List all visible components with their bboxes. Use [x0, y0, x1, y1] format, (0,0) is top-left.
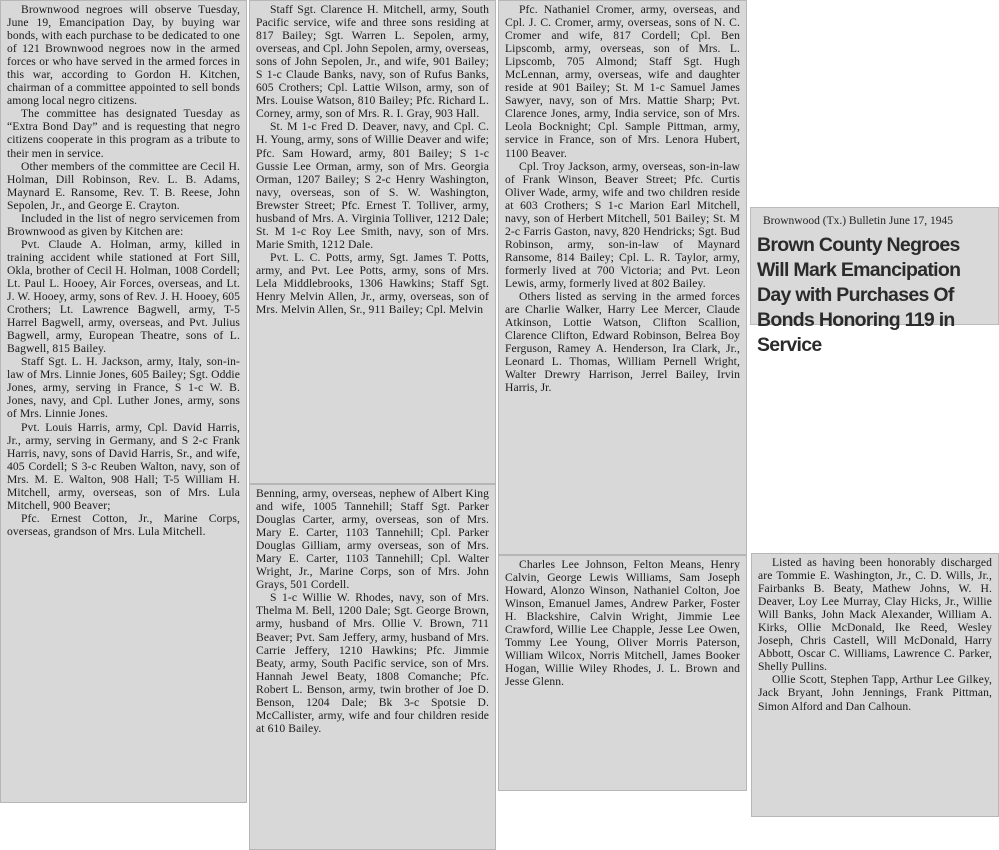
lead-paragraph: Brownwood negroes will observe Tuesday, June 19, Emancipation Day, by buying war bonds, with each purchase to be dedicated to one of 121 Brownwood negroes now in the armed forces or who have served in the armed forces in this war, according to Gordon H. Kitchen, chairman of a committee appointed to sell bonds among local negro citizens. — [7, 3, 240, 108]
article-column-4 — [498, 0, 747, 555]
headline: Brown County Negroes Will Mark Emancipation Day with Purchases Of Bonds Honoring 119 in Service — [757, 234, 961, 356]
article-column-2 — [249, 0, 496, 484]
paragraph-holman-hooey-bagwell: Pvt. Claude A. Holman, army, killed in training accident while stationed at Fort Sill, Okla, brother of Cecil H. Holman, 1008 Cordell; Lt. Paul L. Hooey, Air Forces, overseas, and Lt. J. W. Hooey, army, sons of Rev. J. H. Hooey, 605 Crothers; Lt. Lawrence Bagwell, army, T-5 Harrel Bagwell, army, overseas, and Pvt. Julius Bagwell, army, European Theatre, sons of L. Bagwell, 815 Bailey. — [7, 237, 241, 356]
article-column-3 — [249, 484, 496, 850]
article-column-1 — [0, 0, 247, 803]
headline-box — [750, 207, 999, 356]
paragraph-harris-walton-mitchell: Pvt. Louis Harris, army, Cpl. David Harris, Jr., army, serving in Germany, and S 2-c Frank Harris, navy, sons of David Harris, Sr., and wife, 405 Cordell; S 3-c Reuben Walton, navy, son of Mrs. M. E. Walton, 908 Hall; T-5 William H. Mitchell, army, overseas, son of Mrs. Lula Mitchell, 900 Beaver; — [7, 420, 240, 512]
paragraph-others-serving-continued: Charles Lee Johnson, Felton Means, Henry Calvin, George Lewis Williams, Sam Joseph Howard, Alonzo Winson, Nathaniel Colton, Joe Winson, Emanuel James, Andrew Parker, Foster H. Blackshire, Calvin Wright, Jimmie Lee Crawford, Willie Lee Chapple, Jesse Lee Owen, Tommy Lee Young, Oliver Morris Paterson, William Wilcox, Norris Mitchell, James Booker Hogan, Willie Wiley Rhodes, J. L. Brown and Jesse Glenn. — [505, 558, 740, 689]
paragraph-rhodes-brown: S 1-c Willie W. Rhodes, navy, son of Mrs. Thelma M. Bell, 1200 Dale; Sgt. George Brown, army, husband of Mrs. Ollie V. Brown, 711 Beaver; Pvt. Sam Jeffery, army, husband of Mrs. Carrie Jeffery, 1210 Hawkins; Pfc. Jimmie Beaty, army, South Pacific service, son of Mrs. Hannah Jewel Beaty, 1808 Comanche; Pfc. Robert L. Benson, army, twin brother of Joe D. Benson, 1204 Dale; Bk 3-c Spotsie D. McCallister, army, wife and four children reside at 610 Bailey. — [256, 591, 489, 735]
source-citation: Brownwood (Tx.) Bulletin June 17, 1945 — [763, 215, 954, 227]
paragraph-potts-allen: Pvt. L. C. Potts, army, Sgt. James T. Potts, army, and Pvt. Lee Potts, army, sons of Mrs. Lela Middlebrooks, 1306 Hawkins; Staff Sgt. Henry Melvin Allen, Jr., army, overseas, son of Mrs. Melvin Allen, Sr., 911 Bailey; Cpl. Melvin — [256, 250, 489, 317]
paragraph-cromer-lipscomb: Pfc. Nathaniel Cromer, army, overseas, and Cpl. J. C. Cromer, army, overseas, sons of N. C. Cromer and wife, 817 Cordell; Cpl. Ben Lipscomb, army, overseas, son of Mrs. L. Lipscomb, 705 Almond; Staff Sgt. Hugh McLennan, army, overseas, wife and daughter reside at 901 Bailey; St. M 1-c Samuel James Sawyer, navy, son of Mrs. Mattie Sharp; Pvt. Clarence Jones, army, India service, son of Mrs. Leola Bocknight; Cpl. Sample Pittman, army, service in France, son of Mrs. Lenora Hubert, 1100 Beaver. — [505, 3, 740, 160]
paragraph-jackson-jones: Staff Sgt. L. H. Jackson, army, Italy, son-in-law of Mrs. Linnie Jones, 605 Bailey; Sgt. Oddie Jones, army, serving in France, S 1-c W. B. Jones, navy, and Cpl. Luther Jones, army, sons of Mrs. Linnie Jones. — [7, 355, 240, 421]
article-column-6 — [751, 553, 999, 817]
paragraph-mitchell-sepolen: Staff Sgt. Clarence H. Mitchell, army, South Pacific service, wife and three sons residing at 817 Bailey; Sgt. Warren L. Sepolen, army, overseas, and Cpl. John Sepolen, army, overseas, sons of John Sepolen, Jr., and wife, 901 Bailey; S 1-c Claude Banks, navy, son of Rufus Banks, 605 Crothers; Cpl. Lattie Wilson, army, son of Mrs. Louise Watson, 810 Bailey; Pfc. Richard L. Corney, army, son of Mrs. R. I. Gray, 903 Hall. — [256, 3, 489, 121]
paragraph-committee-members: Other members of the committee are Cecil H. Holman, Dill Robinson, Rev. L. B. Adams, Maynard E. Ransome, Rev. T. B. Reese, John Sepolen, Jr., and George E. Crayton. — [7, 159, 240, 212]
paragraph-deaver-orman: St. M 1-c Fred D. Deaver, navy, and Cpl. C. H. Young, army, sons of Willie Deaver and wife; Pfc. Sam Howard, army, 801 Bailey; S 1-c Gussie Lee Orman, army, son of Mrs. Georgia Orman, 1207 Bailey; S 2-c Henry Washington, navy, overseas, son of S. W. Washington, Brewster Street; Pfc. Ernest T. Tolliver, army, husband of Mrs. A. Virginia Tolliver, 1212 Dale; St. M 1-c Roy Lee Smith, navy, son of Mrs. Marie Smith, 1212 Dale. — [256, 120, 489, 251]
paragraph-honorably-discharged: Listed as having been honorably discharged are Tommie E. Washington, Jr., C. D. Wills, Jr., Fairbanks B. Beaty, Mathew Johns, W. H. Deaver, Loy Lee Murray, Clay Hicks, Jr., Willie Will Banks, John Mack Alexander, William A. Kirks, Ollie McDonald, Ike Reed, Wesley Joseph, Chris Castell, Will McDonald, Harry Abbott, Oscar C. Williams, Lawrence C. Parker, Shelly Pullins. — [758, 556, 992, 674]
paragraph-others-serving: Others listed as serving in the armed forces are Charlie Walker, Harry Lee Mercer, Claude Atkinson, Lottie Watson, Clifton Scallion, Clarence Clifton, Edward Robinson, Belrea Boy Ferguson, Ramey A. Henderson, Ira Clark, Jr., Leonard L. Thomas, William Pernell Wright, Walter Drewry Harrison, Jerrel Bailey, Irvin Harris, Jr. — [505, 290, 740, 395]
paragraph-list-intro: Included in the list of negro servicemen from Brownwood as given by Kitchen are: — [7, 211, 240, 238]
paragraph-benning-carter: Benning, army, overseas, nephew of Albert King and wife, 1005 Tannehill; Staff Sgt. Parker Douglas Carter, army, overseas, son of Mrs. Mary E. Carter, 1103 Tannehill; Cpl. Parker Douglas Gilliam, army overseas, son of Mrs. Mary E. Carter, 1103 Tannehill; Cpl. Walter Wright, Jr., Marine Corps, son of Mrs. John Grays, 501 Cordell. — [256, 487, 489, 592]
paragraph-extra-bond-day: The committee has designated Tuesday as “Extra Bond Day” and is requesting that negro citizens cooperate in this program as a tribute to their men in service. — [7, 107, 240, 160]
article-column-5 — [498, 555, 747, 791]
paragraph-discharged-continued: Ollie Scott, Stephen Tapp, Arthur Lee Gilkey, Jack Bryant, John Jennings, Frank Pittman, Simon Alford and Dan Calhoun. — [758, 673, 992, 713]
paragraph-jackson-wade: Cpl. Troy Jackson, army, overseas, son-in-law of Frank Winson, Beaver Street; Pfc. Curtis Oliver Wade, army, wife and two children reside at 603 Crothers; S 1-c Marion Earl Mitchell, navy, son of Herbert Mitchell, 501 Bailey; St. M 2-c Farris Gaston, navy, 820 Hendricks; Sgt. Bud Robinson, army, son-in-law of Maynard Ransome, 814 Bailey; Cpl. L. R. Taylor, army, formerly lived at 700 Victoria; and Pvt. Leon Lewis, army, formerly lived at 802 Bailey. — [505, 159, 740, 290]
paragraph-cotton: Pfc. Ernest Cotton, Jr., Marine Corps, overseas, grandson of Mrs. Lula Mitchell. — [7, 511, 240, 538]
